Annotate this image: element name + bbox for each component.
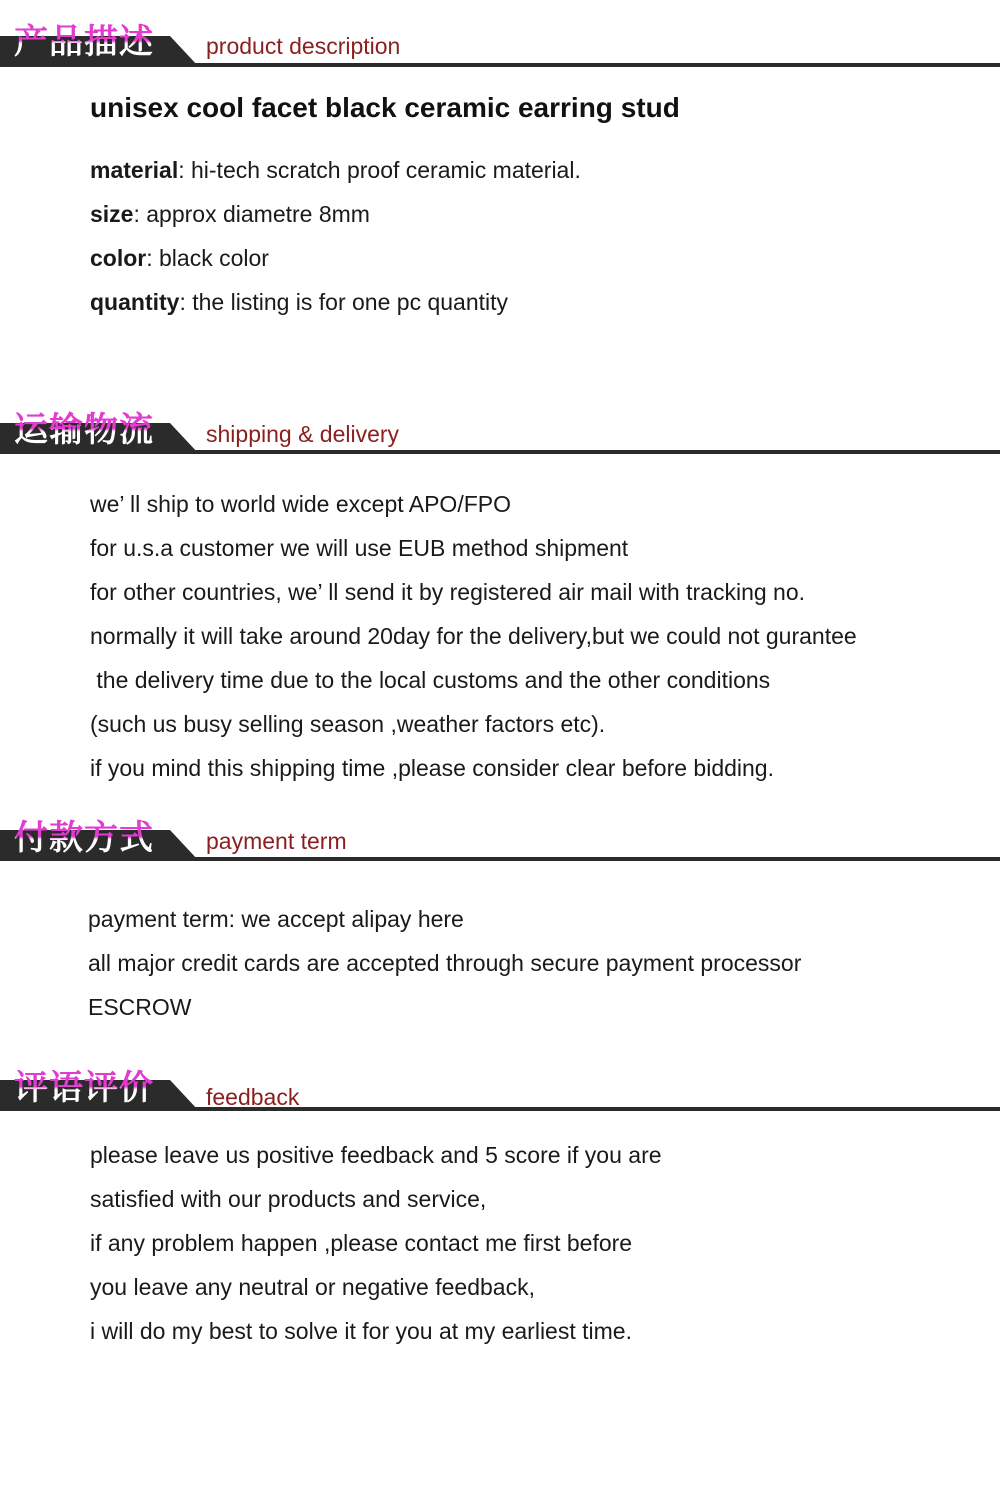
section-title-en: shipping & delivery [206,421,400,447]
shipping-line: if you mind this shipping time ,please consider clear before bidding. [90,755,774,781]
feedback-text [90,1133,662,1353]
payment-line: all major credit cards are accepted through secure payment processor [88,950,802,976]
header-divider [0,450,1000,454]
feedback-line: i will do my best to solve it for you at my earliest time. [90,1318,632,1344]
section-header-shipping [0,408,1000,478]
spec-value: : hi-tech scratch proof ceramic material. [178,157,581,183]
product-title: unisex cool facet black ceramic earring stud [90,92,680,123]
section-title-en: payment term [206,828,347,854]
shipping-text [90,482,857,790]
shipping-line: normally it will take around 20day for the delivery,but we could not gurantee [90,623,857,649]
shipping-line: (such us busy selling season ,weather factors etc). [90,711,606,737]
section-title-en: feedback [206,1084,300,1110]
section-title-cn: 付款方式 [14,818,154,858]
spec-value: : approx diametre 8mm [133,201,370,227]
spec-key: color [90,245,147,271]
shipping-line: for u.s.a customer we will use EUB method shipment [90,535,629,561]
spec-material [90,148,581,192]
spec-color [90,236,581,280]
feedback-line: satisfied with our products and service, [90,1186,487,1212]
shipping-line: the delivery time due to the local customs and the other conditions [90,667,771,693]
section-header-product [0,20,1000,90]
shipping-line: we’ ll ship to world wide except APO/FPO [90,491,511,517]
section-title-cn: 产品描述 [14,22,154,62]
section-title-cn: 评语评价 [14,1068,154,1108]
spec-value: : the listing is for one pc quantity [179,289,509,315]
feedback-line: if any problem happen ,please contact me first before [90,1230,633,1256]
section-title-cn: 运输物流 [14,410,154,450]
spec-key: quantity [90,289,180,315]
spec-key: material [90,157,179,183]
spec-value: : black color [146,245,269,271]
payment-line: payment term: we accept alipay here [88,906,464,932]
payment-line: ESCROW [88,994,192,1020]
header-divider [0,63,1000,67]
spec-quantity [90,280,581,324]
shipping-line: for other countries, we’ ll send it by registered air mail with tracking no. [90,579,806,605]
payment-text [88,897,801,1029]
section-header-payment [0,816,1000,886]
spec-size [90,192,581,236]
section-title-en: product description [206,33,401,59]
spec-key: size [90,201,134,227]
product-specs [90,148,581,324]
section-header-feedback [0,1068,1000,1138]
feedback-line: please leave us positive feedback and 5 score if you are [90,1142,662,1168]
feedback-line: you leave any neutral or negative feedback, [90,1274,535,1300]
